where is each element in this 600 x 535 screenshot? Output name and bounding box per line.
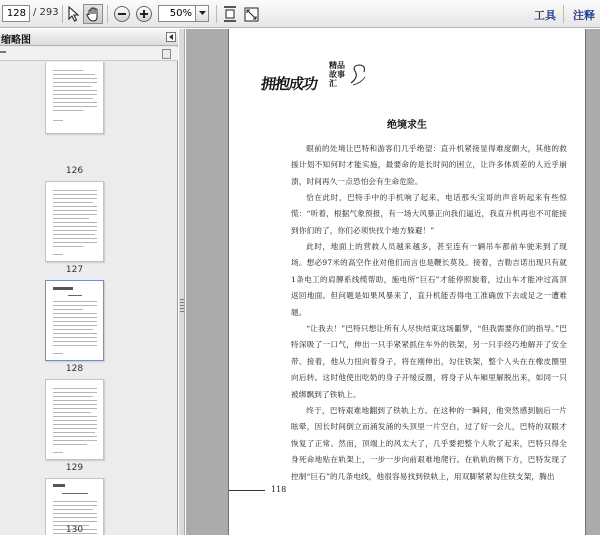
sidebar-title: 缩略图 <box>1 35 31 46</box>
thumbnail-label: 127 <box>65 265 84 275</box>
sidebar-splitter[interactable] <box>179 29 185 535</box>
toolbar-separator <box>62 5 63 23</box>
page-total-label: / 293 <box>33 7 59 18</box>
thumbnail-page-129[interactable] <box>45 379 104 460</box>
thumbnail-sidebar <box>0 29 178 535</box>
zoom-out-button[interactable] <box>112 4 132 24</box>
minus-icon <box>114 6 130 22</box>
thumbnail-label: 128 <box>65 364 84 374</box>
chapter-title: 绝境求生 <box>387 120 427 131</box>
cursor-arrow-icon <box>67 6 81 22</box>
body-paragraph: “让我去！”巴特只想让所有人尽快结束这场噩梦，“但我需要你们的指导。”巴特深吸了一口气，伸出一只手紧紧抓住车外的铁架，另一只手经巧地解开了安全带。接着，他从力扭向着身子，将在刚伸出，勾住铁架，整个人头在在橡皮圈里向后转。这时他使出吃奶的身子开缓反圈，将身子从车厢里解脱出来，如同一只被绑飘到了铁轨上。 <box>291 324 567 399</box>
toolbar-separator <box>563 5 564 23</box>
hand-icon <box>86 7 100 22</box>
thumbnail-page-127[interactable] <box>45 181 104 262</box>
book-logo <box>261 61 371 95</box>
chevron-left-icon <box>169 34 174 40</box>
body-paragraph: 恰在此时，巴特手中的手机响了起来，电话那头宝哥的声音听起来有些惊慌：“听着，根据气象预报，有一场大风暴正向我们逼近，我直升机再也不可能接到你们的了，你们必须快找个地方躲避！” <box>291 193 567 235</box>
full-screen-icon <box>244 7 259 22</box>
body-paragraph: 终于，巴特艰难地翻到了铁轨上方。在这种的一瞬间，他突然感到脑后一片眩晕，因长时间倒立而涌发涌的头顶里一片空白，过了好一会儿，巴特的双眼才恢复了正常。然而，顶端上的风太大了，几乎要把整个人吹了起来，巴特只得全身死命地贴在轨架上，一步一步向前艰难地爬行。在轨轨的侧下方，巴特发现了控制“巨石”的几条电线，他很容易找到铁轨上，用双脚紧紧勾住铁支架，腾出 <box>291 406 567 481</box>
thumbnail-page-128[interactable] <box>45 280 104 361</box>
chevron-down-icon <box>199 11 206 16</box>
fit-page-button[interactable] <box>220 4 240 24</box>
footer-rule <box>229 490 265 491</box>
hand-tool-button[interactable] <box>83 4 103 24</box>
plus-icon <box>136 6 152 22</box>
page-number: 118 <box>271 485 287 494</box>
page-number-input[interactable] <box>2 5 30 22</box>
full-screen-button[interactable] <box>241 4 261 24</box>
trash-icon[interactable] <box>162 49 171 59</box>
drag-grip-icon <box>180 299 184 313</box>
document-viewport[interactable] <box>186 29 600 535</box>
toolbar-separator <box>216 5 217 23</box>
thumbnail-page-126[interactable] <box>45 62 104 134</box>
body-paragraph: 此时，地面上的营救人员越来越多，甚至连有一辆吊车都前车驶来到了现场。想必97米的高空作业对他们而言也是鞭长莫及。接着，吉勒吉诺出现只有就1条电工的肩膊系线缆帮助，施电所“巨石”才能停照旋着，过山车才能冲过高顶返回地面。但问题是如果风暴来了，直升机能否得电工准确放下去或足之一遭难题。 <box>291 242 567 317</box>
logo-main-text: 拥抱成功 <box>259 75 319 93</box>
sidebar-header <box>0 29 178 46</box>
toolbar-separator <box>107 5 108 23</box>
zoom-dropdown-button[interactable] <box>196 5 209 22</box>
fit-page-icon <box>223 6 237 22</box>
body-paragraph: 眼前的处境让巴特和游客们几乎绝望：直升机紧接显得难度颇大，其他的救援计划不知何时才能实施，最要命的是长时间的困立，让许多体质差的人近乎崩溃，时间再久一点恐怕会有生命危险。 <box>291 144 567 186</box>
comment-pane-button[interactable]: 注释 <box>573 9 595 22</box>
thumbnail-label: 130 <box>65 525 84 535</box>
sidebar-options-bar <box>0 47 178 61</box>
options-menu-icon[interactable] <box>0 48 6 58</box>
thumbnail-list[interactable] <box>0 62 178 535</box>
thumbnail-label: 126 <box>65 166 84 176</box>
logo-swirl-icon <box>349 63 369 87</box>
main-toolbar <box>0 0 600 28</box>
tools-pane-button[interactable]: 工具 <box>534 9 556 22</box>
zoom-in-button[interactable] <box>134 4 154 24</box>
select-tool-button[interactable] <box>64 4 84 24</box>
thumbnail-label: 129 <box>65 463 84 473</box>
zoom-level-input[interactable] <box>158 5 196 22</box>
document-page <box>228 29 586 535</box>
sidebar-collapse-button[interactable] <box>166 32 176 42</box>
logo-side-text: 精品故事汇 <box>329 60 345 88</box>
